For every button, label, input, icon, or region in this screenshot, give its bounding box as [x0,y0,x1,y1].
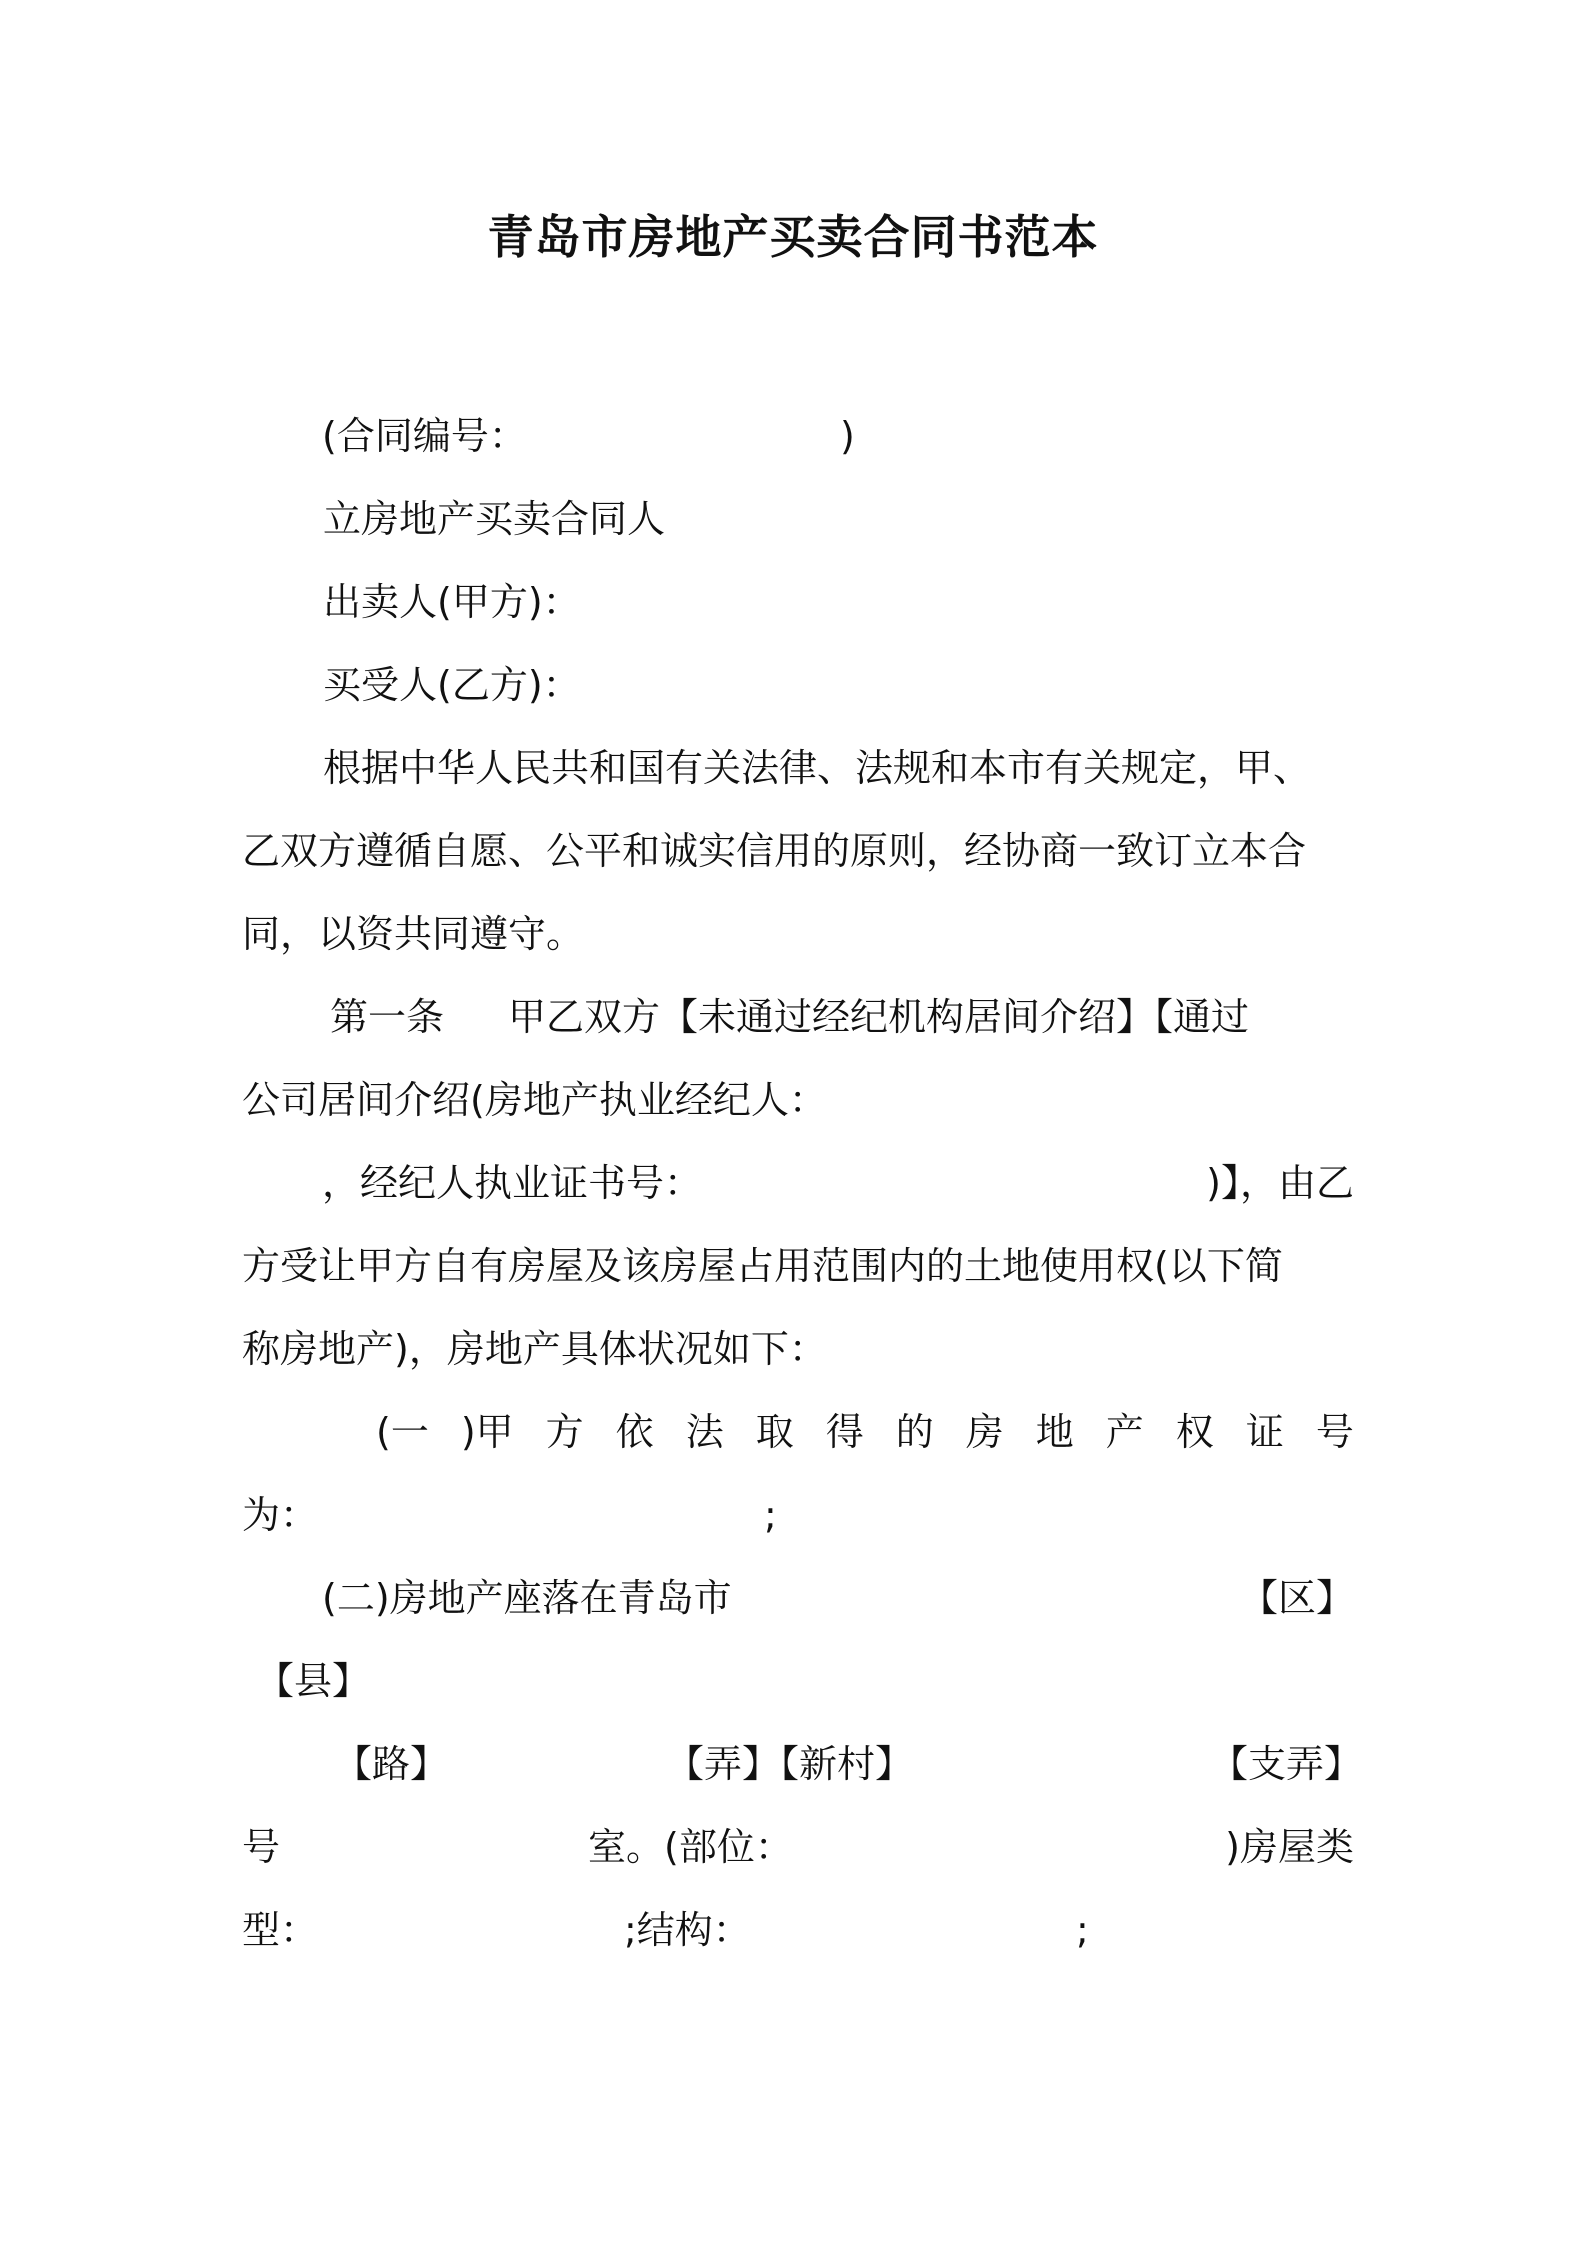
item-1-char: 方 [545,1410,584,1454]
broker-license-label: ，经纪人执业证书号： [322,1161,703,1205]
structure-label: ;结构： [624,1908,751,1952]
item-2-location: (二)房地产座落在青岛市 [322,1576,732,1620]
item-1-char: 产 [1105,1410,1144,1454]
item-1-char: (一 [376,1410,429,1454]
type-label: 型： [242,1908,319,1952]
preamble-line-3: 同，以资共同遵守。 [242,912,585,956]
item-1-continuation: 为： [242,1493,319,1537]
preamble-line-1: 根据中华人民共和国有关法律、法规和本市有关规定，甲、 [323,746,1312,790]
house-type-label: )房屋类 [1225,1825,1354,1869]
item-1-char: )甲 [460,1410,514,1454]
room-part-label: 室。(部位： [588,1825,793,1869]
item-2-line-5 [242,1900,1354,1960]
district-bracket: 【区】 [1239,1576,1354,1620]
item-1-char: 法 [685,1410,724,1454]
contract-number-close: ) [840,414,855,458]
document-title: 青岛市房地产买卖合同书范本 [487,210,1099,264]
item-1-char: 房 [965,1410,1004,1454]
article-1-line-2: 公司居间介绍(房地产执业经纪人： [242,1078,827,1122]
buyer-label: 买受人(乙方)： [323,663,581,707]
item-1-end-mark: ; [764,1493,777,1537]
item-1-char: 证 [1245,1410,1284,1454]
branch-lane-bracket: 【支弄】 [1210,1742,1363,1786]
item-1-char: 得 [825,1410,864,1454]
seller-label: 出卖人(甲方)： [323,580,581,624]
item-1-char: 的 [895,1410,934,1454]
road-bracket: 【路】 [334,1742,449,1786]
item-2-line-3 [242,1734,1363,1794]
item-1-char: 取 [755,1410,794,1454]
article-1-line-3 [322,1153,1354,1213]
county-bracket: 【县】 [256,1659,371,1703]
item-2-line-1 [322,1568,1354,1628]
contract-number-line [322,406,882,466]
contract-number-label: (合同编号： [322,414,527,458]
item-1-line-2 [242,1485,1354,1545]
article-1-line-3-end: )】，由乙 [1206,1161,1354,1205]
item-1-char: 依 [615,1410,654,1454]
number-label: 号 [242,1825,281,1869]
item-1-line-1 [376,1402,1354,1462]
article-1-text: 甲乙双方【未通过经纪机构居间介绍】【通过 [508,995,1250,1039]
preamble-line-2: 乙双方遵循自愿、公平和诚实信用的原则，经协商一致订立本合 [242,829,1307,873]
article-1-line-4: 方受让甲方自有房屋及该房屋占用范围内的土地使用权(以下简 [242,1244,1283,1288]
article-1-heading: 第一条 [330,995,445,1039]
item-1-char: 号 [1315,1410,1354,1454]
parties-heading: 立房地产买卖合同人 [323,497,666,541]
lane-village-bracket: 【弄】【新村】 [666,1742,914,1786]
item-1-char: 权 [1175,1410,1214,1454]
item-2-end-mark: ; [1076,1908,1089,1952]
item-2-line-4 [242,1817,1354,1877]
article-1-line-1 [330,987,1354,1047]
item-1-char: 地 [1035,1410,1074,1454]
article-1-line-5: 称房地产)，房地产具体状况如下： [242,1327,827,1371]
